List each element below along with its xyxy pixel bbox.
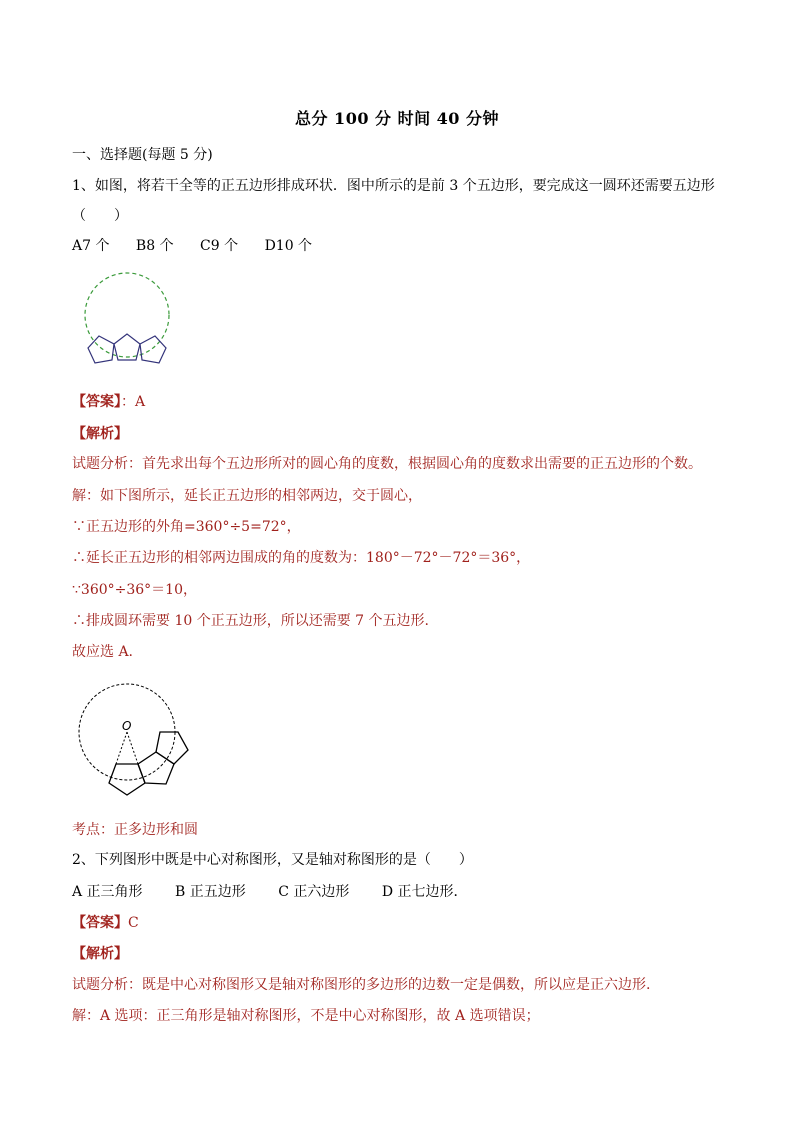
q1-option-c: C9 个 [200, 238, 239, 254]
q1-kaodian: 考点：正多边形和圆 [72, 822, 198, 838]
q2-answer-label: 【答案】 [72, 915, 128, 931]
q1-answer-label: 【答案】 [72, 394, 121, 410]
q1-option-a: A7 个 [72, 238, 110, 254]
q2-answer [72, 914, 139, 932]
q1-analysis-line-5: ∵360°÷36°＝10， [72, 582, 197, 598]
q1-analysis-line-4: ∴延长正五边形的相邻两边围成的角的度数为：180°－72°－72°＝36°， [72, 550, 531, 566]
q1-analysis-label: 【解析】 [72, 426, 128, 442]
q2-analysis-label: 【解析】 [72, 946, 128, 962]
q1-blank: （ ） [72, 208, 128, 224]
q2-answer-value: C [128, 915, 139, 931]
q2-option-d: D 正七边形． [381, 884, 468, 900]
q1-figure-pentagon-ring [80, 268, 180, 378]
q2-text: 2、下列图形中既是中心对称图形，又是轴对称图形的是（ ） [72, 852, 473, 868]
q2-option-b: B 正五边形 [175, 884, 246, 900]
section-heading: 一、选择题(每题 5 分) [72, 147, 213, 163]
q1-analysis-line-6: ∴排成圆环需要 10 个正五边形，所以还需要 7 个五边形. [72, 613, 429, 629]
q1-text: 1、如图，将若干全等的正五边形排成环状．图中所示的是前 3 个五边形，要完成这一圆环还需要五边形 [72, 178, 715, 194]
q1-option-b: B8 个 [135, 238, 174, 254]
page-title: 总分 100 分 时间 40 分钟 [294, 109, 500, 128]
q2-analysis-line-2: 解：A 选项：正三角形是轴对称图形，不是中心对称图形，故 A 选项错误； [72, 1008, 540, 1024]
q1-analysis-line-2: 解：如下图所示，延长正五边形的相邻两边，交于圆心， [72, 488, 422, 504]
q2-analysis-line-1: 试题分析：既是中心对称图形又是轴对称图形的多边形的边数一定是偶数，所以应是正六边形. [72, 977, 651, 993]
q1-analysis-line-7: 故应选 A. [72, 644, 134, 660]
q2-options [72, 883, 496, 901]
q2-option-a: A 正三角形 [72, 884, 143, 900]
q2-option-c: C 正六边形 [278, 884, 350, 900]
q1-figure-circle-center [78, 680, 198, 800]
q1-option-d: D10 个 [264, 238, 313, 254]
q1-answer-value: ：A [121, 394, 146, 410]
q1-analysis-line-3: ∵正五边形的外角=360°÷5=72°， [72, 519, 301, 535]
center-label-o: O [122, 719, 132, 733]
q1-analysis-line-1: 试题分析：首先求出每个五边形所对的圆心角的度数，根据圆心角的度数求出需要的正五边形的个数。 [72, 456, 702, 472]
q1-answer [72, 393, 145, 411]
q1-options [72, 237, 334, 255]
